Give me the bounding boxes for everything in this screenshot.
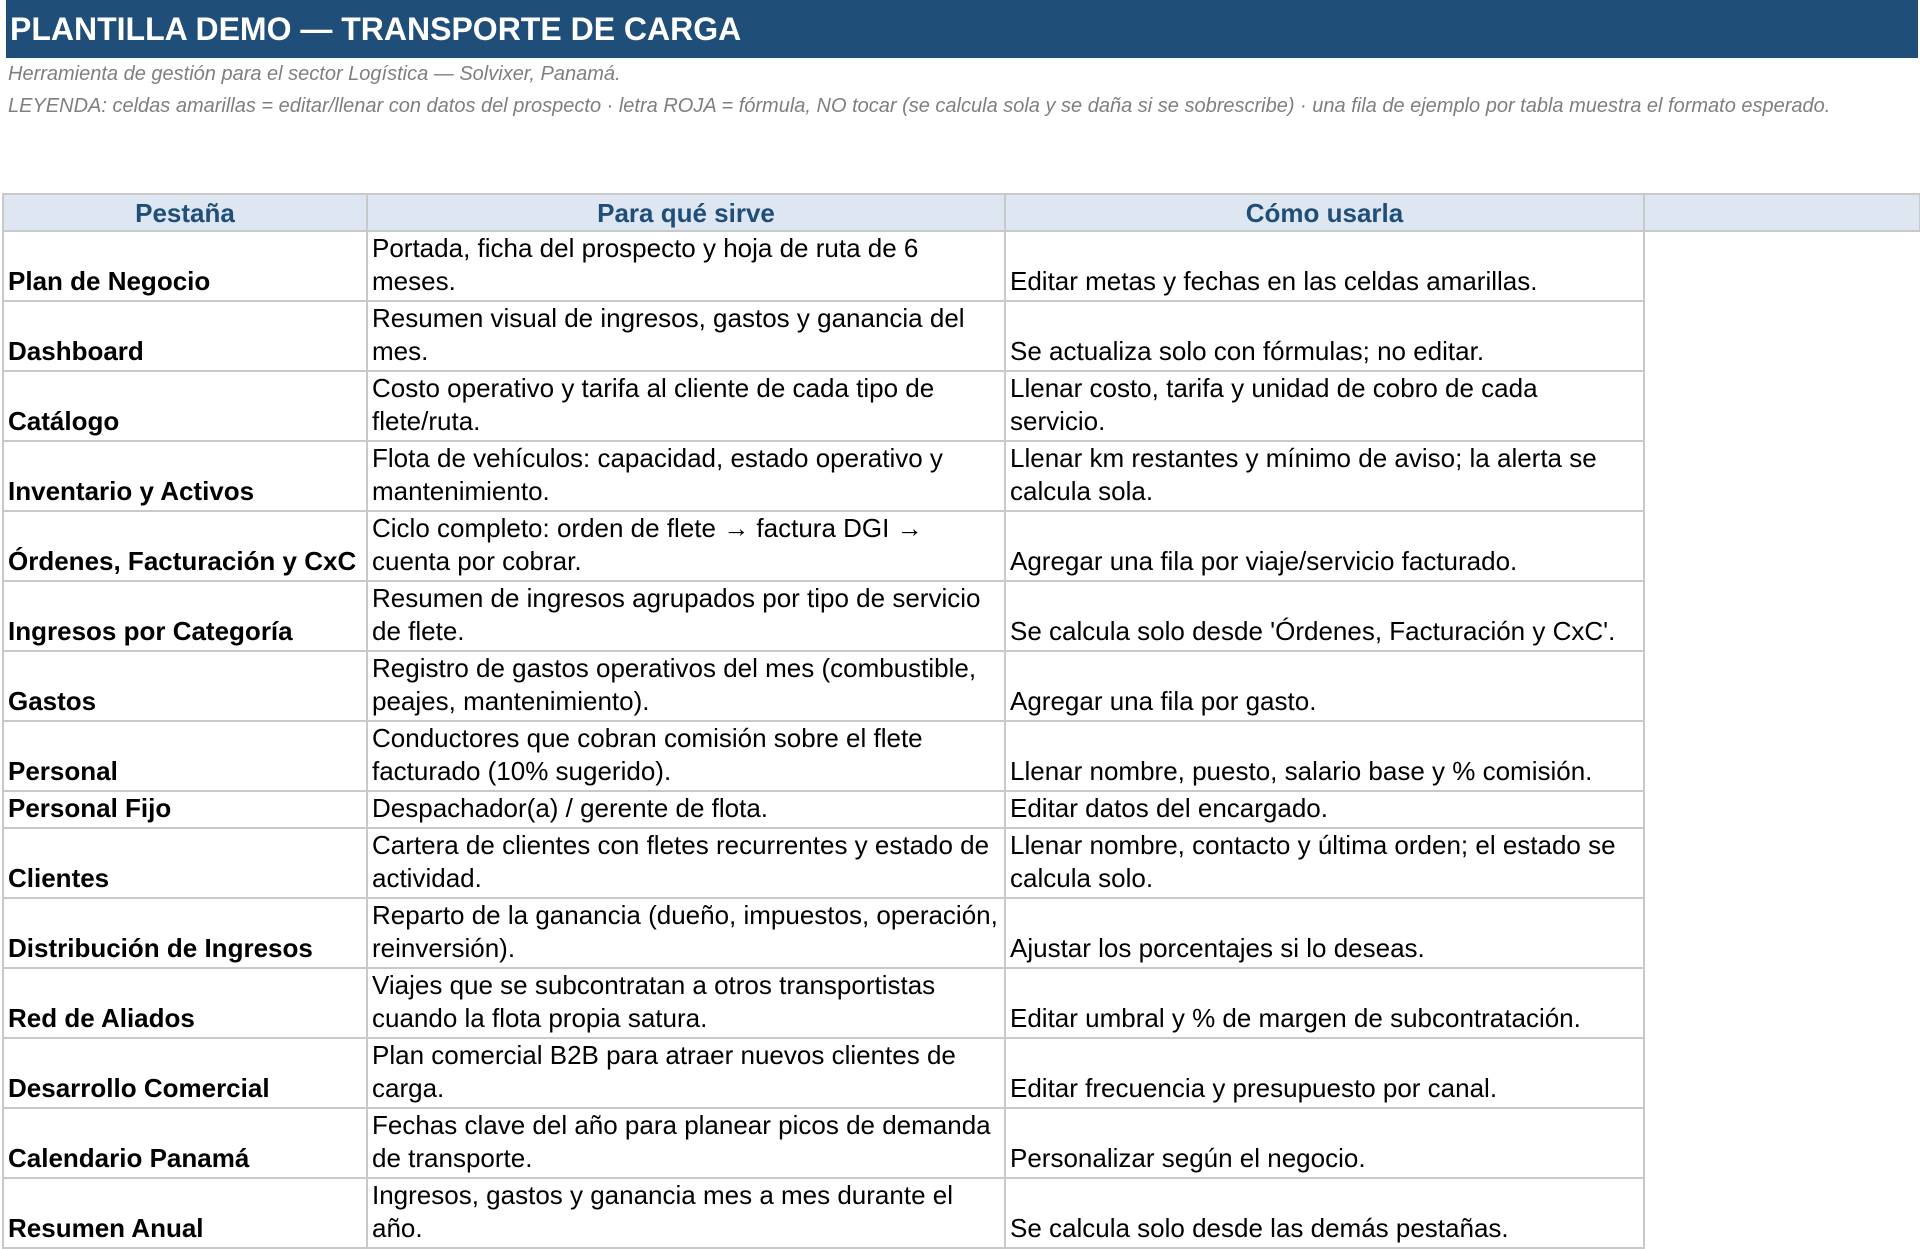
purpose-cell[interactable]: Conductores que cobran comisión sobre el flete facturado (10% sugerido). bbox=[367, 721, 1005, 791]
table-row bbox=[3, 968, 1920, 1038]
table-row bbox=[3, 1038, 1920, 1108]
purpose-cell[interactable]: Ingresos, gastos y ganancia mes a mes durante el año. bbox=[367, 1178, 1005, 1248]
purpose-cell[interactable]: Ciclo completo: orden de flete → factura DGI → cuenta por cobrar. bbox=[367, 511, 1005, 581]
usage-cell[interactable]: Editar datos del encargado. bbox=[1005, 791, 1644, 828]
usage-cell[interactable]: Editar umbral y % de margen de subcontratación. bbox=[1005, 968, 1644, 1038]
empty-cell bbox=[1644, 1178, 1920, 1248]
tab-cell[interactable]: Ingresos por Categoría bbox=[3, 581, 367, 651]
purpose-cell[interactable]: Viajes que se subcontratan a otros transportistas cuando la flota propia satura. bbox=[367, 968, 1005, 1038]
usage-cell[interactable]: Personalizar según el negocio. bbox=[1005, 1108, 1644, 1178]
table-row bbox=[3, 371, 1920, 441]
purpose-cell[interactable]: Portada, ficha del prospecto y hoja de ruta de 6 meses. bbox=[367, 231, 1005, 301]
tab-cell[interactable]: Distribución de Ingresos bbox=[3, 898, 367, 968]
tab-cell[interactable]: Desarrollo Comercial bbox=[3, 1038, 367, 1108]
table-row bbox=[3, 231, 1920, 301]
empty-cell bbox=[1644, 721, 1920, 791]
usage-cell[interactable]: Llenar km restantes y mínimo de aviso; la alerta se calcula sola. bbox=[1005, 441, 1644, 511]
tab-cell[interactable]: Clientes bbox=[3, 828, 367, 898]
usage-cell[interactable]: Agregar una fila por viaje/servicio facturado. bbox=[1005, 511, 1644, 581]
column-header-usage[interactable]: Cómo usarla bbox=[1005, 194, 1644, 231]
purpose-cell[interactable]: Resumen visual de ingresos, gastos y ganancia del mes. bbox=[367, 301, 1005, 371]
empty-cell bbox=[1644, 1108, 1920, 1178]
table-row bbox=[3, 301, 1920, 371]
usage-cell[interactable]: Ajustar los porcentajes si lo deseas. bbox=[1005, 898, 1644, 968]
column-header-empty[interactable] bbox=[1644, 194, 1920, 231]
usage-cell[interactable]: Se actualiza solo con fórmulas; no editar. bbox=[1005, 301, 1644, 371]
empty-cell bbox=[1644, 968, 1920, 1038]
tab-cell[interactable]: Dashboard bbox=[3, 301, 367, 371]
tab-cell[interactable]: Personal bbox=[3, 721, 367, 791]
tab-cell[interactable]: Gastos bbox=[3, 651, 367, 721]
usage-cell[interactable]: Agregar una fila por gasto. bbox=[1005, 651, 1644, 721]
empty-cell bbox=[1644, 898, 1920, 968]
empty-cell bbox=[1644, 441, 1920, 511]
usage-cell[interactable]: Editar metas y fechas en las celdas amarillas. bbox=[1005, 231, 1644, 301]
sheet-title: PLANTILLA DEMO — TRANSPORTE DE CARGA bbox=[6, 0, 1918, 58]
empty-cell bbox=[1644, 828, 1920, 898]
header-row bbox=[3, 194, 1920, 231]
tab-cell[interactable]: Órdenes, Facturación y CxC bbox=[3, 511, 367, 581]
table-row bbox=[3, 791, 1920, 828]
usage-cell[interactable]: Llenar nombre, puesto, salario base y % comisión. bbox=[1005, 721, 1644, 791]
empty-cell bbox=[1644, 1038, 1920, 1108]
table-row bbox=[3, 511, 1920, 581]
table-row bbox=[3, 651, 1920, 721]
empty-cell bbox=[1644, 581, 1920, 651]
table-row bbox=[3, 721, 1920, 791]
usage-cell[interactable]: Se calcula solo desde las demás pestañas. bbox=[1005, 1178, 1644, 1248]
empty-cell bbox=[1644, 791, 1920, 828]
purpose-cell[interactable]: Reparto de la ganancia (dueño, impuestos, operación, reinversión). bbox=[367, 898, 1005, 968]
table-row bbox=[3, 1178, 1920, 1248]
tab-cell[interactable]: Resumen Anual bbox=[3, 1178, 367, 1248]
table-row bbox=[3, 1108, 1920, 1178]
column-header-purpose[interactable]: Para qué sirve bbox=[367, 194, 1005, 231]
usage-cell[interactable]: Se calcula solo desde 'Órdenes, Facturación y CxC'. bbox=[1005, 581, 1644, 651]
purpose-cell[interactable]: Registro de gastos operativos del mes (combustible, peajes, mantenimiento). bbox=[367, 651, 1005, 721]
table-row bbox=[3, 828, 1920, 898]
tab-cell[interactable]: Calendario Panamá bbox=[3, 1108, 367, 1178]
column-header-tab[interactable]: Pestaña bbox=[3, 194, 367, 231]
usage-cell[interactable]: Llenar costo, tarifa y unidad de cobro de cada servicio. bbox=[1005, 371, 1644, 441]
usage-cell[interactable]: Llenar nombre, contacto y última orden; el estado se calcula solo. bbox=[1005, 828, 1644, 898]
tab-cell[interactable]: Personal Fijo bbox=[3, 791, 367, 828]
purpose-cell[interactable]: Flota de vehículos: capacidad, estado operativo y mantenimiento. bbox=[367, 441, 1005, 511]
empty-cell bbox=[1644, 371, 1920, 441]
tab-cell[interactable]: Inventario y Activos bbox=[3, 441, 367, 511]
sheet-subtitle: Herramienta de gestión para el sector Logística — Solvixer, Panamá. bbox=[8, 63, 621, 85]
empty-cell bbox=[1644, 301, 1920, 371]
table-row bbox=[3, 441, 1920, 511]
purpose-cell[interactable]: Despachador(a) / gerente de flota. bbox=[367, 791, 1005, 828]
tab-cell[interactable]: Plan de Negocio bbox=[3, 231, 367, 301]
purpose-cell[interactable]: Resumen de ingresos agrupados por tipo de servicio de flete. bbox=[367, 581, 1005, 651]
empty-cell bbox=[1644, 231, 1920, 301]
purpose-cell[interactable]: Cartera de clientes con fletes recurrentes y estado de actividad. bbox=[367, 828, 1005, 898]
legend-note: LEYENDA: celdas amarillas = editar/llenar con datos del prospecto · letra ROJA = fórmula, NO tocar (se calcula sola y se daña si se sobrescribe) · una fila de ejemplo por tabla muestra el formato esperado. bbox=[8, 95, 1831, 117]
tab-cell[interactable]: Catálogo bbox=[3, 371, 367, 441]
empty-cell bbox=[1644, 651, 1920, 721]
table-row bbox=[3, 898, 1920, 968]
purpose-cell[interactable]: Costo operativo y tarifa al cliente de cada tipo de flete/ruta. bbox=[367, 371, 1005, 441]
table-row bbox=[3, 581, 1920, 651]
purpose-cell[interactable]: Plan comercial B2B para atraer nuevos clientes de carga. bbox=[367, 1038, 1005, 1108]
tab-cell[interactable]: Red de Aliados bbox=[3, 968, 367, 1038]
purpose-cell[interactable]: Fechas clave del año para planear picos de demanda de transporte. bbox=[367, 1108, 1005, 1178]
usage-cell[interactable]: Editar frecuencia y presupuesto por canal. bbox=[1005, 1038, 1644, 1108]
empty-cell bbox=[1644, 511, 1920, 581]
tabs-guide-table bbox=[2, 193, 1920, 1249]
